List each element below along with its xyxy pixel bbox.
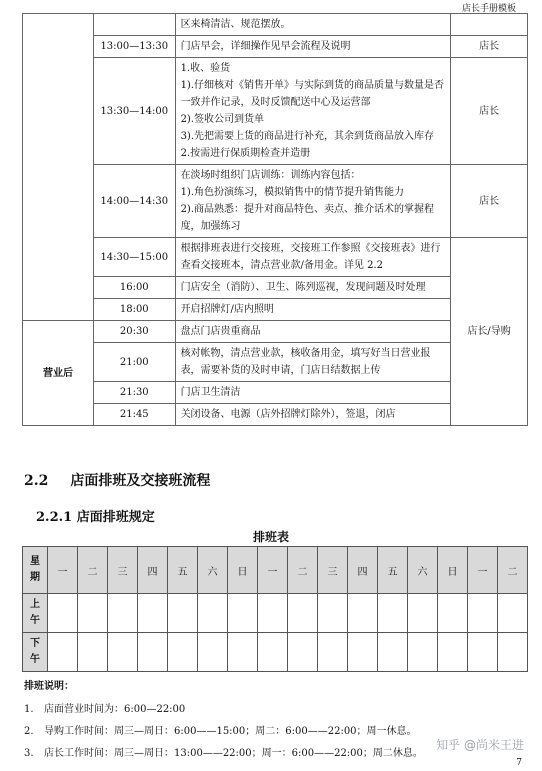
day-header: 二 [288, 547, 318, 594]
task-line: 盘点门店贵重商品 [180, 326, 261, 337]
roster-cell [378, 633, 408, 672]
task-line: 1.收、验货 [180, 63, 231, 74]
day-header: 一 [258, 547, 288, 594]
time-cell: 18:00 [93, 299, 175, 321]
day-header: 日 [438, 547, 468, 594]
day-header: 五 [168, 547, 198, 594]
roster-cell [168, 594, 198, 633]
task-cell [175, 165, 451, 238]
owner-cell: 店长 [451, 165, 528, 238]
day-header: 二 [498, 547, 528, 594]
day-header: 一 [468, 547, 498, 594]
roster-cell [438, 594, 468, 633]
task-cell [175, 36, 451, 58]
time-cell: 21:30 [93, 382, 175, 404]
task-line: 核对帐物，清点营业款，核收备用金，填写好当日营业报表，需要补货的及时申请，门店日结数据上传 [180, 348, 431, 376]
roster-header-row [23, 547, 528, 594]
roster-row-label [23, 594, 48, 633]
roster-cell [138, 594, 168, 633]
roster-cell [108, 594, 138, 633]
page-number: 7 [516, 758, 522, 768]
row-label-char: 下 [30, 638, 40, 649]
time-cell: 13:00—13:30 [93, 36, 175, 58]
task-cell [175, 299, 451, 321]
task-line: 区来椅清洁、规范摆放。 [180, 19, 291, 30]
task-cell [175, 238, 451, 277]
task-line: 1).仔细核对《销售开单》与实际到货的商品质量与数量是否一致并作记录，及时反馈配送中心及运营部 [180, 80, 445, 108]
roster-notes [24, 677, 423, 766]
roster-cell [168, 633, 198, 672]
note-number: 1. [24, 704, 34, 715]
owner-cell-shared: 店长/导购 [451, 238, 528, 426]
corner-char: 期 [30, 572, 40, 583]
day-header: 二 [78, 547, 108, 594]
task-cell [175, 343, 451, 382]
day-header: 五 [378, 547, 408, 594]
time-cell: 14:30—15:00 [93, 238, 175, 277]
roster-cell [378, 594, 408, 633]
daily-schedule-table [22, 13, 528, 426]
roster-cell [138, 633, 168, 672]
task-cell [175, 382, 451, 404]
day-header: 四 [348, 547, 378, 594]
task-line: 根据排班表进行交接班，交接班工作参照《交接班表》进行查看交接班本，清点营业款/备用金。详见 2.2 [180, 243, 441, 271]
roster-cell [438, 633, 468, 672]
roster-cell [288, 594, 318, 633]
day-header: 三 [108, 547, 138, 594]
time-cell: 21:00 [93, 343, 175, 382]
task-line: 门店卫生清洁 [180, 387, 241, 398]
subsection-heading: 2.2.1 店面排班规定 [36, 510, 155, 525]
watermark: 知乎 @尚米王进 [436, 738, 524, 752]
time-cell: 14:00—14:30 [93, 165, 175, 238]
owner-cell: 店长 [451, 58, 528, 165]
roster-cell [318, 633, 348, 672]
roster-row [23, 594, 528, 633]
time-cell: 20:30 [93, 321, 175, 343]
roster-cell [348, 633, 378, 672]
task-cell [175, 404, 451, 426]
roster-cell [498, 594, 528, 633]
corner-cell [23, 547, 48, 594]
roster-row-label [23, 633, 48, 672]
roster-cell [228, 594, 258, 633]
roster-cell [288, 633, 318, 672]
day-header: 六 [198, 547, 228, 594]
roster-cell [318, 594, 348, 633]
row-label-char: 午 [30, 615, 40, 626]
roster-cell [408, 594, 438, 633]
phase-cell-after-hours: 营业后 [23, 321, 94, 426]
owner-cell [451, 14, 528, 36]
task-line: 门店早会，详细操作见早会流程及说明 [180, 41, 351, 52]
roster-cell [258, 633, 288, 672]
roster-cell [228, 633, 258, 672]
row-label-char: 上 [30, 599, 40, 610]
row-label-char: 午 [30, 654, 40, 665]
day-header: 三 [318, 547, 348, 594]
task-line: 3).先把需要上货的商品进行补充，其余到货商品放入库存 [180, 131, 435, 142]
task-line: 2).签收公司到货单 [180, 114, 265, 125]
section-heading: 2.2 店面排班及交接班流程 [24, 473, 211, 489]
schedule-row [23, 238, 528, 277]
roster-table [22, 546, 528, 672]
note-item [24, 722, 423, 737]
task-cell [175, 321, 451, 343]
day-header: 日 [228, 547, 258, 594]
roster-cell [468, 633, 498, 672]
day-header: 六 [408, 547, 438, 594]
task-line: 开启招牌灯/店内照明 [180, 304, 274, 315]
note-item [24, 744, 423, 759]
task-line: 2).商品熟悉：提升对商品特色、卖点、推介话术的掌握程度，加强练习 [180, 204, 435, 232]
task-cell [175, 14, 451, 36]
roster-cell [48, 594, 78, 633]
roster-cell [348, 594, 378, 633]
note-number: 2. [24, 726, 34, 737]
time-cell: 21:45 [93, 404, 175, 426]
time-cell [93, 14, 175, 36]
roster-cell [48, 633, 78, 672]
schedule-row [23, 165, 528, 238]
day-header: 四 [138, 547, 168, 594]
roster-cell [78, 633, 108, 672]
roster-cell [408, 633, 438, 672]
roster-cell [198, 594, 228, 633]
running-header: 店长手册模板 [461, 4, 516, 14]
phase-cell [23, 14, 94, 321]
roster-title: 排班表 [252, 530, 289, 544]
owner-cell: 店长 [451, 36, 528, 58]
roster-cell [258, 594, 288, 633]
note-item [24, 700, 423, 715]
task-line: 2.按需进行保质期检查并造册 [180, 148, 311, 159]
note-text: 店面营业时间为：6:00—22:00 [44, 704, 186, 715]
task-cell [175, 58, 451, 165]
note-text: 店长工作时间：周三—周日：13:00——22:00；周一：6:00——22:00；周二休息。 [44, 748, 423, 759]
roster-cell [108, 633, 138, 672]
roster-cell [198, 633, 228, 672]
roster-cell [468, 594, 498, 633]
time-cell: 16:00 [93, 277, 175, 299]
roster-cell [498, 633, 528, 672]
day-header: 一 [48, 547, 78, 594]
time-cell: 13:30—14:00 [93, 58, 175, 165]
task-line: 门店安全（消防）、卫生、陈列巡视，发现问题及时处理 [180, 282, 426, 293]
roster-row [23, 633, 528, 672]
corner-char: 星 [30, 556, 40, 567]
task-line: 在淡场时组织门店训练：训练内容包括： [180, 170, 361, 181]
roster-cell [78, 594, 108, 633]
task-line: 1).角色扮演练习，模拟销售中的情节提升销售能力 [180, 187, 405, 198]
task-line: 关闭设备、电源（店外招牌灯除外），签退，闭店 [180, 409, 396, 420]
note-number: 3. [24, 748, 34, 759]
schedule-row [23, 36, 528, 58]
notes-title: 排班说明： [24, 681, 74, 692]
task-cell [175, 277, 451, 299]
note-text: 导购工作时间：周三—周日：6:00——15:00；周二：6:00——22:00；周一休息。 [44, 726, 417, 737]
schedule-row [23, 58, 528, 165]
schedule-row [23, 14, 528, 36]
